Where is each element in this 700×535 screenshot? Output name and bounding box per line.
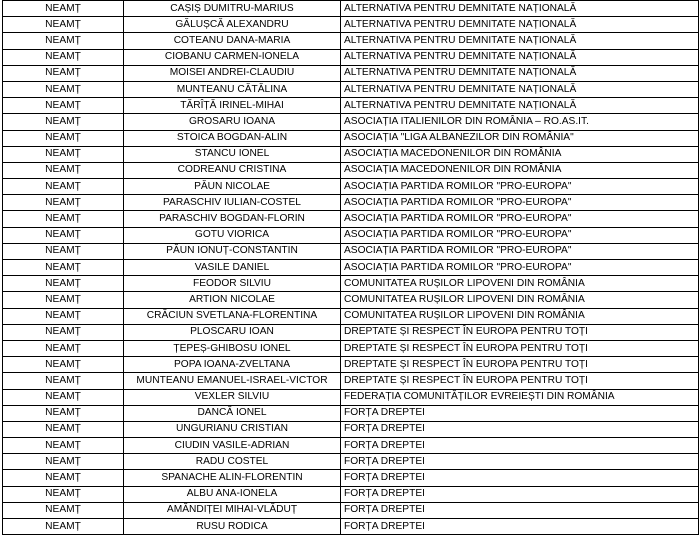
- county-cell: NEAMȚ: [3, 1, 124, 17]
- organization-cell: ALTERNATIVA PENTRU DEMNITATE NAȚIONALĂ: [341, 1, 699, 17]
- county-cell: NEAMȚ: [3, 81, 124, 97]
- organization-cell: DREPTATE ȘI RESPECT ÎN EUROPA PENTRU TOȚI: [341, 340, 699, 356]
- candidate-name-cell: ARTION NICOLAE: [124, 292, 341, 308]
- candidate-name-cell: PLOSCARU IOAN: [124, 324, 341, 340]
- organization-cell: ASOCIAȚIA PARTIDA ROMILOR "PRO-EUROPA": [341, 179, 699, 195]
- organization-cell: FORȚA DREPTEI: [341, 519, 699, 535]
- candidates-table-body: [3, 1, 699, 535]
- candidate-name-cell: DANCĂ IONEL: [124, 405, 341, 421]
- county-cell: NEAMȚ: [3, 470, 124, 486]
- table-row: [3, 260, 699, 276]
- candidate-name-cell: GROSARU IOANA: [124, 114, 341, 130]
- candidate-name-cell: COTEANU DANA-MARIA: [124, 33, 341, 49]
- table-row: [3, 454, 699, 470]
- county-cell: NEAMȚ: [3, 162, 124, 178]
- county-cell: NEAMȚ: [3, 33, 124, 49]
- table-row: [3, 17, 699, 33]
- county-cell: NEAMȚ: [3, 227, 124, 243]
- table-row: [3, 486, 699, 502]
- table-row: [3, 292, 699, 308]
- candidate-name-cell: STANCU IONEL: [124, 146, 341, 162]
- organization-cell: DREPTATE ȘI RESPECT ÎN EUROPA PENTRU TOȚI: [341, 324, 699, 340]
- county-cell: NEAMȚ: [3, 340, 124, 356]
- organization-cell: FORȚA DREPTEI: [341, 502, 699, 518]
- candidate-name-cell: PARASCHIV IULIAN-COSTEL: [124, 195, 341, 211]
- organization-cell: ALTERNATIVA PENTRU DEMNITATE NAȚIONALĂ: [341, 81, 699, 97]
- candidate-name-cell: SPANACHE ALIN-FLORENTIN: [124, 470, 341, 486]
- candidate-name-cell: RADU COSTEL: [124, 454, 341, 470]
- organization-cell: ASOCIAȚIA PARTIDA ROMILOR "PRO-EUROPA": [341, 243, 699, 259]
- organization-cell: ASOCIAȚIA PARTIDA ROMILOR "PRO-EUROPA": [341, 260, 699, 276]
- county-cell: NEAMȚ: [3, 324, 124, 340]
- county-cell: NEAMȚ: [3, 179, 124, 195]
- table-row: [3, 211, 699, 227]
- organization-cell: ASOCIAȚIA PARTIDA ROMILOR "PRO-EUROPA": [341, 211, 699, 227]
- table-row: [3, 179, 699, 195]
- county-cell: NEAMȚ: [3, 389, 124, 405]
- candidate-name-cell: UNGURIANU CRISTIAN: [124, 421, 341, 437]
- county-cell: NEAMȚ: [3, 308, 124, 324]
- candidate-name-cell: ȚEPEȘ-GHIBOSU IONEL: [124, 340, 341, 356]
- table-row: [3, 276, 699, 292]
- candidates-table: [2, 0, 699, 535]
- county-cell: NEAMȚ: [3, 421, 124, 437]
- table-row: [3, 98, 699, 114]
- table-row: [3, 340, 699, 356]
- organization-cell: ALTERNATIVA PENTRU DEMNITATE NAȚIONALĂ: [341, 98, 699, 114]
- county-cell: NEAMȚ: [3, 454, 124, 470]
- organization-cell: ALTERNATIVA PENTRU DEMNITATE NAȚIONALĂ: [341, 33, 699, 49]
- county-cell: NEAMȚ: [3, 98, 124, 114]
- county-cell: NEAMȚ: [3, 292, 124, 308]
- county-cell: NEAMȚ: [3, 276, 124, 292]
- candidate-name-cell: PĂUN IONUȚ-CONSTANTIN: [124, 243, 341, 259]
- table-row: [3, 65, 699, 81]
- county-cell: NEAMȚ: [3, 438, 124, 454]
- candidate-name-cell: ALBU ANA-IONELA: [124, 486, 341, 502]
- candidate-name-cell: CRĂCIUN SVETLANA-FLORENTINA: [124, 308, 341, 324]
- candidate-name-cell: RUSU RODICA: [124, 519, 341, 535]
- candidate-name-cell: MOISEI ANDREI-CLAUDIU: [124, 65, 341, 81]
- table-row: [3, 470, 699, 486]
- table-row: [3, 114, 699, 130]
- candidate-name-cell: GĂLUȘCĂ ALEXANDRU: [124, 17, 341, 33]
- county-cell: NEAMȚ: [3, 17, 124, 33]
- county-cell: NEAMȚ: [3, 49, 124, 65]
- organization-cell: ASOCIAȚIA MACEDONENILOR DIN ROMÂNIA: [341, 146, 699, 162]
- county-cell: NEAMȚ: [3, 114, 124, 130]
- organization-cell: FORȚA DREPTEI: [341, 486, 699, 502]
- organization-cell: ALTERNATIVA PENTRU DEMNITATE NAȚIONALĂ: [341, 65, 699, 81]
- table-row: [3, 357, 699, 373]
- table-row: [3, 1, 699, 17]
- county-cell: NEAMȚ: [3, 65, 124, 81]
- organization-cell: ALTERNATIVA PENTRU DEMNITATE NAȚIONALĂ: [341, 49, 699, 65]
- organization-cell: ASOCIAȚIA ITALIENILOR DIN ROMÂNIA – RO.AS.IT.: [341, 114, 699, 130]
- organization-cell: ASOCIAȚIA PARTIDA ROMILOR "PRO-EUROPA": [341, 195, 699, 211]
- table-row: [3, 243, 699, 259]
- county-cell: NEAMȚ: [3, 519, 124, 535]
- organization-cell: ASOCIAȚIA PARTIDA ROMILOR "PRO-EUROPA": [341, 227, 699, 243]
- organization-cell: FEDERAȚIA COMUNITĂȚILOR EVREIEȘTI DIN ROMÂNIA: [341, 389, 699, 405]
- table-row: [3, 502, 699, 518]
- candidate-name-cell: VEXLER SILVIU: [124, 389, 341, 405]
- organization-cell: ALTERNATIVA PENTRU DEMNITATE NAȚIONALĂ: [341, 17, 699, 33]
- county-cell: NEAMȚ: [3, 502, 124, 518]
- organization-cell: DREPTATE ȘI RESPECT ÎN EUROPA PENTRU TOȚI: [341, 357, 699, 373]
- organization-cell: COMUNITATEA RUȘILOR LIPOVENI DIN ROMÂNIA: [341, 308, 699, 324]
- organization-cell: FORȚA DREPTEI: [341, 405, 699, 421]
- candidate-name-cell: PĂUN NICOLAE: [124, 179, 341, 195]
- organization-cell: FORȚA DREPTEI: [341, 421, 699, 437]
- organization-cell: FORȚA DREPTEI: [341, 454, 699, 470]
- candidate-name-cell: STOICA BOGDAN-ALIN: [124, 130, 341, 146]
- organization-cell: FORȚA DREPTEI: [341, 470, 699, 486]
- candidate-name-cell: POPA IOANA-ZVELTANA: [124, 357, 341, 373]
- candidate-name-cell: PARASCHIV BOGDAN-FLORIN: [124, 211, 341, 227]
- organization-cell: COMUNITATEA RUȘILOR LIPOVENI DIN ROMÂNIA: [341, 292, 699, 308]
- candidate-name-cell: TĂRÎȚĂ IRINEL-MIHAI: [124, 98, 341, 114]
- candidate-name-cell: FEODOR SILVIU: [124, 276, 341, 292]
- table-row: [3, 438, 699, 454]
- organization-cell: ASOCIAȚIA "LIGA ALBANEZILOR DIN ROMÂNIA": [341, 130, 699, 146]
- candidate-name-cell: GOTU VIORICA: [124, 227, 341, 243]
- county-cell: NEAMȚ: [3, 146, 124, 162]
- county-cell: NEAMȚ: [3, 260, 124, 276]
- table-row: [3, 405, 699, 421]
- table-row: [3, 324, 699, 340]
- county-cell: NEAMȚ: [3, 243, 124, 259]
- candidate-name-cell: MUNTEANU CĂTĂLINA: [124, 81, 341, 97]
- table-row: [3, 146, 699, 162]
- county-cell: NEAMȚ: [3, 373, 124, 389]
- organization-cell: ASOCIAȚIA MACEDONENILOR DIN ROMÂNIA: [341, 162, 699, 178]
- organization-cell: DREPTATE ȘI RESPECT ÎN EUROPA PENTRU TOȚI: [341, 373, 699, 389]
- table-row: [3, 162, 699, 178]
- county-cell: NEAMȚ: [3, 211, 124, 227]
- table-row: [3, 421, 699, 437]
- county-cell: NEAMȚ: [3, 195, 124, 211]
- organization-cell: FORȚA DREPTEI: [341, 438, 699, 454]
- county-cell: NEAMȚ: [3, 357, 124, 373]
- county-cell: NEAMȚ: [3, 130, 124, 146]
- organization-cell: COMUNITATEA RUȘILOR LIPOVENI DIN ROMÂNIA: [341, 276, 699, 292]
- candidate-name-cell: MUNTEANU EMANUEL-ISRAEL-VICTOR: [124, 373, 341, 389]
- table-row: [3, 227, 699, 243]
- candidate-name-cell: CIOBANU CARMEN-IONELA: [124, 49, 341, 65]
- candidate-name-cell: CAȘIȘ DUMITRU-MARIUS: [124, 1, 341, 17]
- table-row: [3, 389, 699, 405]
- table-row: [3, 308, 699, 324]
- table-row: [3, 33, 699, 49]
- candidate-name-cell: CIUDIN VASILE-ADRIAN: [124, 438, 341, 454]
- candidate-name-cell: AMĂNDIȚEI MIHAI-VLĂDUȚ: [124, 502, 341, 518]
- table-row: [3, 519, 699, 535]
- county-cell: NEAMȚ: [3, 405, 124, 421]
- table-row: [3, 373, 699, 389]
- table-row: [3, 195, 699, 211]
- table-row: [3, 81, 699, 97]
- table-row: [3, 130, 699, 146]
- table-row: [3, 49, 699, 65]
- county-cell: NEAMȚ: [3, 486, 124, 502]
- candidate-name-cell: CODREANU CRISTINA: [124, 162, 341, 178]
- candidate-name-cell: VASILE DANIEL: [124, 260, 341, 276]
